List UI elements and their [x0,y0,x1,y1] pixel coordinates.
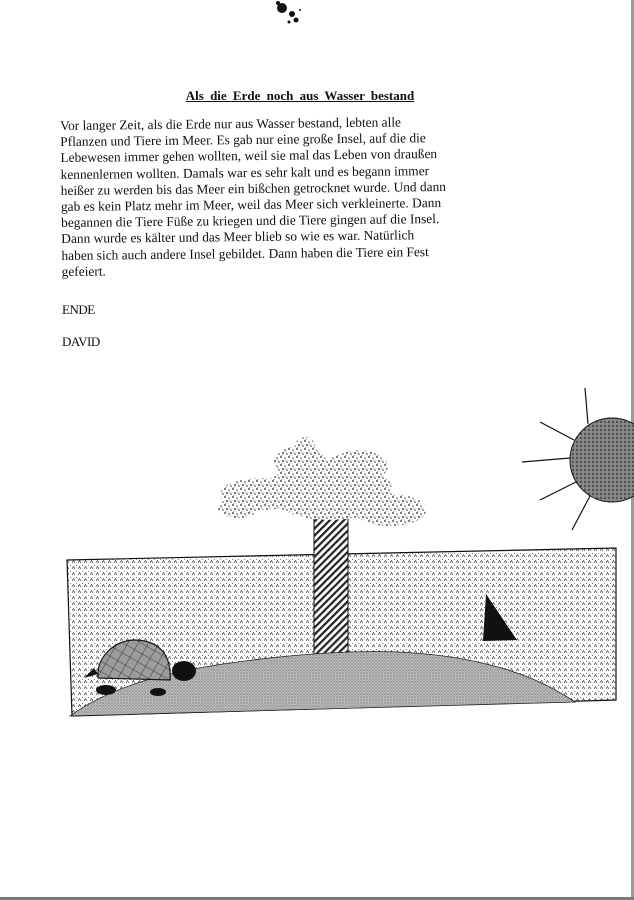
story-line: begannen die Tiere Füße zu kriegen und die Tiere gingen auf die Insel. [61,211,440,231]
story-line: gab es kein Platz mehr im Meer, weil das Meer sich verkleinerte. Dann [60,195,442,215]
palm-tree-crown [218,437,426,526]
story-line: heißer zu werden bis das Meer ein bißchen getrocknet wurde. Und dann [60,178,447,198]
palm-tree-trunk [314,514,348,658]
end-label: ENDE [62,302,95,317]
story-line: Lebewesen immer gehen wollten, weil sie mal das Leben von draußen [60,146,438,166]
story-text [60,113,582,280]
story-line: gefeiert. [61,263,106,279]
sun [522,388,634,530]
story-line: Vor langer Zeit, als die Erde nur aus Wasser bestand, lebten alle [60,114,402,133]
author-name: DAVID [62,334,100,349]
story-line: Dann wurde es kälter und das Meer blieb so wie es war. Natürlich [61,227,415,247]
story-line: kennenlernen wollten. Damals war es sehr kalt und es begann immer [60,162,430,182]
illustration [0,380,634,730]
story-title: Als die Erde noch aus Wasser bestand [185,88,415,103]
story-line: Pflanzen und Tiere im Meer. Es gab nur eine große Insel, auf die die [60,130,426,150]
story-line: haben sich auch andere Insel gebildet. Dann haben die Tiere ein Fest [61,243,429,263]
ink-blot [262,0,312,32]
